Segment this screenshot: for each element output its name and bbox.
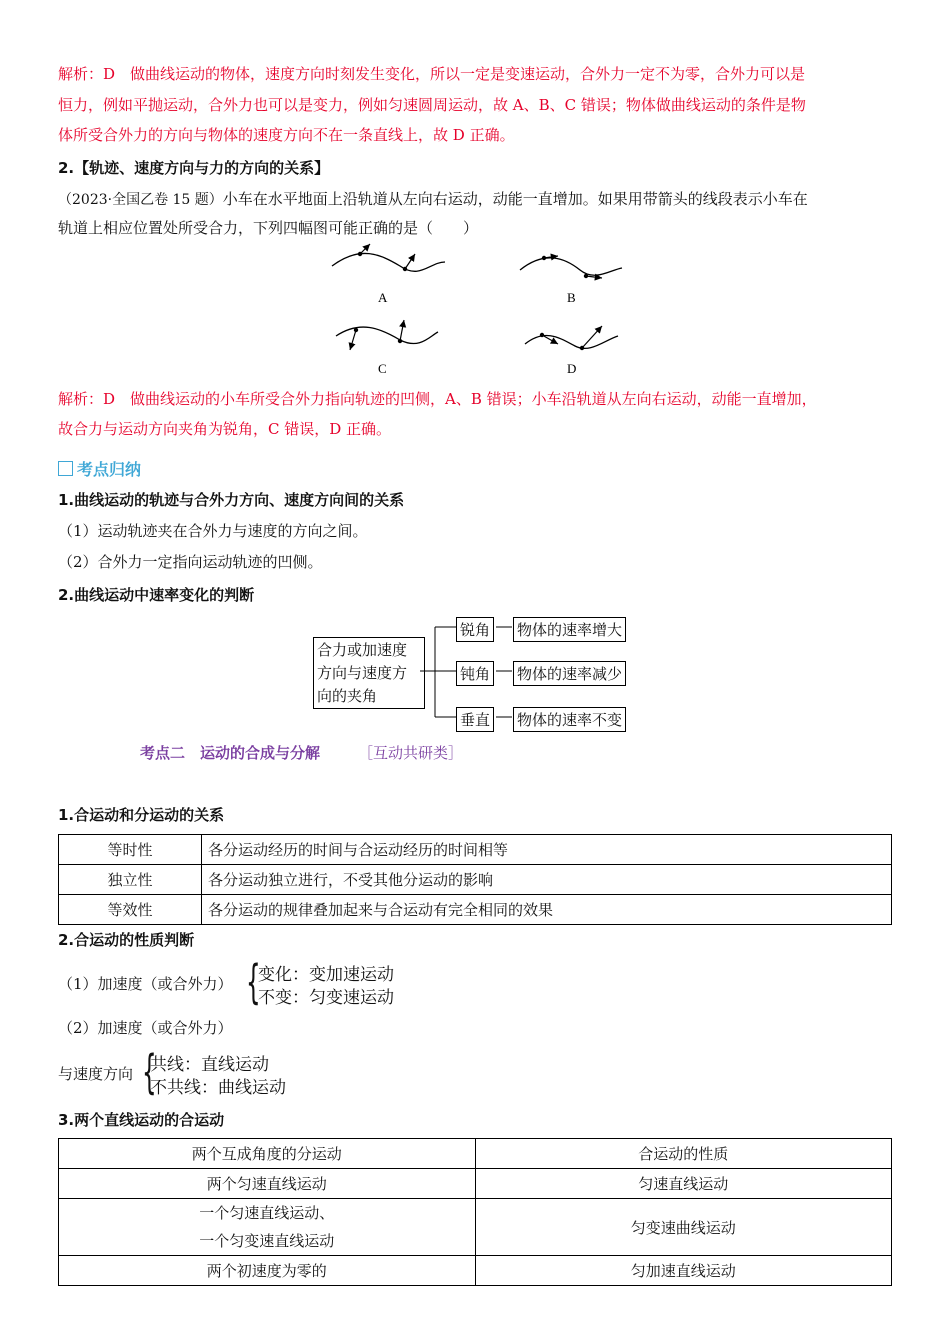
table-row — [59, 1199, 892, 1256]
diagram-result-decrease: 物体的速率减少 — [513, 661, 626, 686]
table-cell: 等时性 — [59, 835, 202, 865]
brace-icon: { — [142, 1045, 157, 1099]
table-row — [59, 835, 892, 865]
table-cell: 等效性 — [59, 895, 202, 925]
table-cell: 匀速直线运动 — [475, 1169, 892, 1199]
table-row — [59, 1169, 892, 1199]
summary-title: 考点归纳 — [77, 460, 142, 479]
diagram-angle-acute: 锐角 — [456, 617, 494, 642]
table-cell: 各分运动的规律叠加起来与合运动有完全相同的效果 — [202, 895, 892, 925]
summary-heading — [58, 457, 141, 480]
nature-p2-prefix: 与速度方向 — [58, 1065, 134, 1083]
table-cell-line2: 一个匀变速直线运动 — [199, 1232, 335, 1250]
nature-p1-label: （1）加速度（或合外力） — [58, 975, 233, 993]
table-cell: 匀变速曲线运动 — [475, 1199, 892, 1256]
diagram-root — [313, 637, 425, 709]
question2-source: （2023·全国乙卷 15 题） — [58, 192, 223, 208]
table-cell: 各分运动独立进行，不受其他分运动的影响 — [202, 865, 892, 895]
table-cell: 独立性 — [59, 865, 202, 895]
nature-p2-a: 共线：直线运动 — [150, 1055, 269, 1075]
nature-title: 2.合运动的性质判断 — [58, 931, 195, 949]
figure-c-label: C — [378, 361, 387, 376]
question2-stem-line1 — [58, 189, 808, 210]
figure-c — [336, 320, 438, 376]
combo-title: 3.两个直线运动的合运动 — [58, 1111, 225, 1129]
analysis1-line1: 解析：D 做曲线运动的物体，速度方向时刻发生变化，所以一定是变速运动，合外力一定不为零，合外力可以是 — [58, 65, 806, 83]
table-row — [59, 895, 892, 925]
nature-p2-label: （2）加速度（或合外力） — [58, 1019, 233, 1037]
trajectory-figures — [320, 240, 640, 385]
nature-p1-b: 不变：匀变速运动 — [258, 988, 394, 1008]
figure-d-label: D — [567, 361, 577, 376]
diagram-root-line3: 向的夹角 — [317, 687, 378, 705]
figure-d — [525, 326, 618, 376]
diagram-root-line1: 合力或加速度 — [317, 641, 408, 659]
relation-title: 1.合运动和分运动的关系 — [58, 806, 225, 824]
summary-h2: 2.曲线运动中速率变化的判断 — [58, 586, 255, 604]
table-cell: 各分运动经历的时间与合运动经历的时间相等 — [202, 835, 892, 865]
table-cell: 匀加速直线运动 — [475, 1256, 892, 1286]
diagram-angle-obtuse: 钝角 — [456, 661, 494, 686]
question2-stem2: 轨道上相应位置处所受合力，下列四幅图可能正确的是（ ） — [58, 219, 479, 237]
table-cell — [59, 1199, 476, 1256]
figure-a-label: A — [378, 290, 388, 305]
analysis2-line2: 故合力与运动方向夹角为锐角，C 错误，D 正确。 — [58, 420, 392, 438]
summary-p2: （2）合外力一定指向运动轨迹的凹侧。 — [58, 553, 323, 571]
analysis2-line1: 解析：D 做曲线运动的小车所受合外力指向轨迹的凹侧，A、B 错误；小车沿轨道从左向右运动，动能一直增加， — [58, 390, 817, 408]
diagram-angle-right: 垂直 — [456, 707, 494, 732]
section2-tag: ［互动共研类］ — [358, 744, 464, 762]
summary-p1: （1）运动轨迹夹在合外力与速度的方向之间。 — [58, 522, 368, 540]
analysis1-line3: 体所受合外力的方向与物体的速度方向不在一条直线上，故 D 正确。 — [58, 126, 515, 144]
brace-icon: { — [246, 955, 261, 1009]
table-header: 两个互成角度的分运动 — [59, 1139, 476, 1169]
section2-title: 考点二 运动的合成与分解 — [140, 744, 321, 762]
diagram-result-unchanged: 物体的速率不变 — [513, 707, 626, 732]
checkbox-icon — [58, 461, 73, 476]
diagram-result-increase: 物体的速率增大 — [513, 617, 626, 642]
summary-h1: 1.曲线运动的轨迹与合外力方向、速度方向间的关系 — [58, 491, 405, 509]
relation-table — [58, 834, 892, 925]
table-header: 合运动的性质 — [475, 1139, 892, 1169]
figure-a — [332, 244, 445, 305]
figure-b-label: B — [567, 290, 576, 305]
combo-table — [58, 1138, 892, 1286]
analysis1-line2: 恒力，例如平抛运动，合外力也可以是变力，例如匀速圆周运动，故 A、B、C 错误；物体做曲线运动的条件是物 — [58, 96, 806, 114]
table-row — [59, 865, 892, 895]
figure-b — [520, 256, 622, 305]
question2-title: 2.【轨迹、速度方向与力的方向的关系】 — [58, 159, 330, 177]
diagram-root-line2: 方向与速度方 — [317, 664, 408, 682]
table-cell: 两个初速度为零的 — [59, 1256, 476, 1286]
question2-stem1: 小车在水平地面上沿轨道从左向右运动，动能一直增加。如果用带箭头的线段表示小车在 — [222, 190, 808, 208]
table-row — [59, 1256, 892, 1286]
table-row — [59, 1139, 892, 1169]
nature-p1-a: 变化：变加速运动 — [258, 965, 394, 985]
table-cell: 两个匀速直线运动 — [59, 1169, 476, 1199]
nature-p2-b: 不共线：曲线运动 — [150, 1078, 286, 1098]
table-cell-line1: 一个匀速直线运动、 — [199, 1204, 335, 1222]
